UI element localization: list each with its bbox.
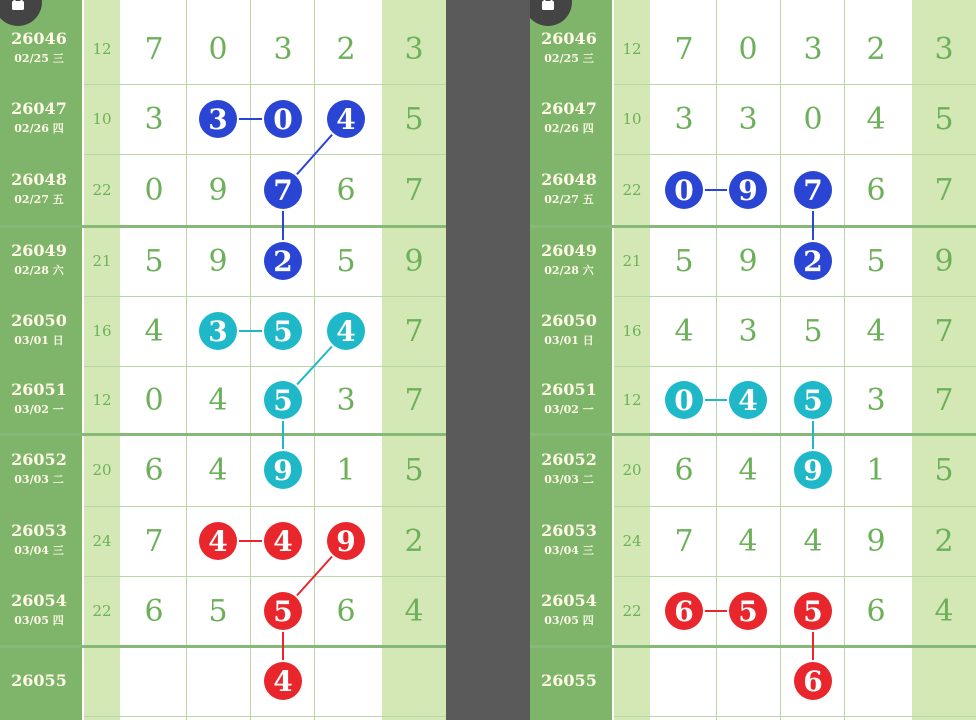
highlight-ball: 0	[665, 381, 703, 419]
digit-cell: 7	[674, 523, 694, 559]
sum-value: 22	[622, 181, 642, 199]
highlight-ball: 4	[264, 662, 302, 700]
sum-value: 16	[92, 322, 112, 340]
digit-cell: 9	[208, 172, 228, 208]
sum-value: 12	[92, 40, 112, 58]
highlight-ball: 6	[665, 592, 703, 630]
digit-cell: 3	[803, 31, 823, 67]
digit-cell: 6	[336, 593, 356, 629]
digit-cell: 7	[144, 523, 164, 559]
highlight-ball: 9	[729, 171, 767, 209]
issue-number: 26055	[541, 671, 597, 690]
digit-cell: 3	[674, 101, 694, 137]
digit-cell: 4	[803, 523, 823, 559]
issue-number: 26050	[541, 311, 597, 330]
highlight-ball: 2	[794, 242, 832, 280]
issue-date: 03/03 二	[544, 473, 594, 486]
digit-cell: 4	[738, 452, 758, 488]
issue-number: 26049	[11, 241, 67, 260]
digit-cell: 0	[803, 101, 823, 137]
digit-cell: 5	[674, 243, 694, 279]
highlight-ball: 3	[199, 100, 237, 138]
tail-value: 4	[934, 593, 954, 629]
tail-value: 7	[404, 382, 424, 418]
digit-cell: 0	[738, 31, 758, 67]
sum-value: 24	[622, 532, 642, 550]
trend-chart-right	[530, 0, 976, 720]
issue-date: 03/01 日	[14, 334, 64, 347]
sum-value: 12	[622, 40, 642, 58]
issue-date: 02/27 五	[544, 193, 594, 206]
issue-date: 02/26 四	[14, 122, 64, 135]
digit-cell: 3	[738, 313, 758, 349]
sum-value: 24	[92, 532, 112, 550]
digit-cell: 9	[208, 243, 228, 279]
trend-chart-left	[0, 0, 446, 720]
digit-cell: 6	[674, 452, 694, 488]
tail-value: 9	[934, 243, 954, 279]
digit-cell: 1	[866, 452, 886, 488]
digit-cell: 1	[336, 452, 356, 488]
issue-number: 26046	[11, 29, 67, 48]
digit-cell: 7	[144, 31, 164, 67]
issue-date: 03/05 四	[14, 614, 64, 627]
issue-date: 03/04 三	[14, 544, 64, 557]
highlight-ball: 9	[327, 522, 365, 560]
issue-date: 03/03 二	[14, 473, 64, 486]
digit-cell: 6	[144, 593, 164, 629]
tail-value: 7	[934, 172, 954, 208]
highlight-ball: 6	[794, 662, 832, 700]
digit-cell: 3	[738, 101, 758, 137]
digit-cell: 3	[866, 382, 886, 418]
issue-number: 26054	[11, 591, 67, 610]
sum-value: 22	[92, 181, 112, 199]
tail-value: 2	[404, 523, 424, 559]
issue-date: 02/28 六	[14, 264, 64, 277]
highlight-ball: 0	[665, 171, 703, 209]
digit-cell: 3	[273, 31, 293, 67]
tail-value: 7	[404, 172, 424, 208]
issue-number: 26052	[11, 450, 67, 469]
sum-value: 16	[622, 322, 642, 340]
highlight-ball: 5	[729, 592, 767, 630]
digit-cell: 4	[866, 313, 886, 349]
digit-cell: 5	[803, 313, 823, 349]
highlight-ball: 4	[199, 522, 237, 560]
issue-date: 03/02 一	[544, 403, 594, 416]
tail-value: 3	[934, 31, 954, 67]
highlight-ball: 5	[264, 592, 302, 630]
issue-number: 26047	[541, 99, 597, 118]
digit-cell: 4	[144, 313, 164, 349]
issue-date: 03/02 一	[14, 403, 64, 416]
issue-date: 02/28 六	[544, 264, 594, 277]
sum-value: 12	[622, 391, 642, 409]
tail-value: 4	[404, 593, 424, 629]
issue-number: 26052	[541, 450, 597, 469]
issue-number: 26047	[11, 99, 67, 118]
digit-cell: 0	[144, 172, 164, 208]
digit-cell: 5	[866, 243, 886, 279]
highlight-ball: 4	[729, 381, 767, 419]
digit-cell: 2	[336, 31, 356, 67]
digit-cell: 4	[738, 523, 758, 559]
tail-value: 2	[934, 523, 954, 559]
highlight-ball: 4	[327, 312, 365, 350]
tail-value: 5	[404, 101, 424, 137]
digit-cell: 0	[208, 31, 228, 67]
issue-date: 03/04 三	[544, 544, 594, 557]
digit-cell: 0	[144, 382, 164, 418]
sum-value: 22	[92, 602, 112, 620]
sum-value: 20	[92, 461, 112, 479]
highlight-ball: 0	[264, 100, 302, 138]
divider-gap	[446, 0, 530, 720]
issue-number: 26048	[541, 170, 597, 189]
issue-number: 26053	[11, 521, 67, 540]
issue-number: 26054	[541, 591, 597, 610]
sum-value: 22	[622, 602, 642, 620]
sum-value: 21	[92, 252, 112, 270]
sum-value: 20	[622, 461, 642, 479]
highlight-ball: 9	[264, 451, 302, 489]
highlight-ball: 4	[327, 100, 365, 138]
highlight-ball: 7	[794, 171, 832, 209]
tail-value: 7	[404, 313, 424, 349]
issue-date: 02/27 五	[14, 193, 64, 206]
highlight-ball: 3	[199, 312, 237, 350]
digit-cell: 4	[674, 313, 694, 349]
highlight-ball: 5	[264, 381, 302, 419]
issue-date: 03/05 四	[544, 614, 594, 627]
tail-value: 7	[934, 313, 954, 349]
sum-value: 10	[92, 110, 112, 128]
issue-number: 26051	[11, 380, 67, 399]
tail-value: 7	[934, 382, 954, 418]
issue-number: 26048	[11, 170, 67, 189]
issue-number: 26051	[541, 380, 597, 399]
tail-value: 9	[404, 243, 424, 279]
highlight-ball: 2	[264, 242, 302, 280]
tail-value: 5	[404, 452, 424, 488]
tail-value: 5	[934, 452, 954, 488]
digit-cell: 3	[336, 382, 356, 418]
sum-value: 10	[622, 110, 642, 128]
tail-value: 5	[934, 101, 954, 137]
digit-cell: 4	[208, 452, 228, 488]
digit-cell: 4	[866, 101, 886, 137]
digit-cell: 6	[144, 452, 164, 488]
issue-number: 26050	[11, 311, 67, 330]
sum-value: 12	[92, 391, 112, 409]
issue-number: 26055	[11, 671, 67, 690]
digit-cell: 3	[144, 101, 164, 137]
issue-date: 02/26 四	[544, 122, 594, 135]
issue-date: 03/01 日	[544, 334, 594, 347]
issue-date: 02/25 三	[544, 52, 594, 65]
issue-number: 26046	[541, 29, 597, 48]
digit-cell: 6	[866, 172, 886, 208]
digit-cell: 9	[738, 243, 758, 279]
tail-value: 3	[404, 31, 424, 67]
digit-cell: 7	[674, 31, 694, 67]
digit-cell: 5	[144, 243, 164, 279]
highlight-ball: 7	[264, 171, 302, 209]
digit-cell: 5	[336, 243, 356, 279]
digit-cell: 2	[866, 31, 886, 67]
highlight-ball: 4	[264, 522, 302, 560]
digit-cell: 6	[866, 593, 886, 629]
highlight-ball: 5	[264, 312, 302, 350]
issue-number: 26053	[541, 521, 597, 540]
issue-date: 02/25 三	[14, 52, 64, 65]
highlight-ball: 5	[794, 381, 832, 419]
digit-cell: 5	[208, 593, 228, 629]
digit-cell: 6	[336, 172, 356, 208]
highlight-ball: 5	[794, 592, 832, 630]
digit-cell: 4	[208, 382, 228, 418]
highlight-ball: 9	[794, 451, 832, 489]
sum-value: 21	[622, 252, 642, 270]
digit-cell: 9	[866, 523, 886, 559]
issue-number: 26049	[541, 241, 597, 260]
